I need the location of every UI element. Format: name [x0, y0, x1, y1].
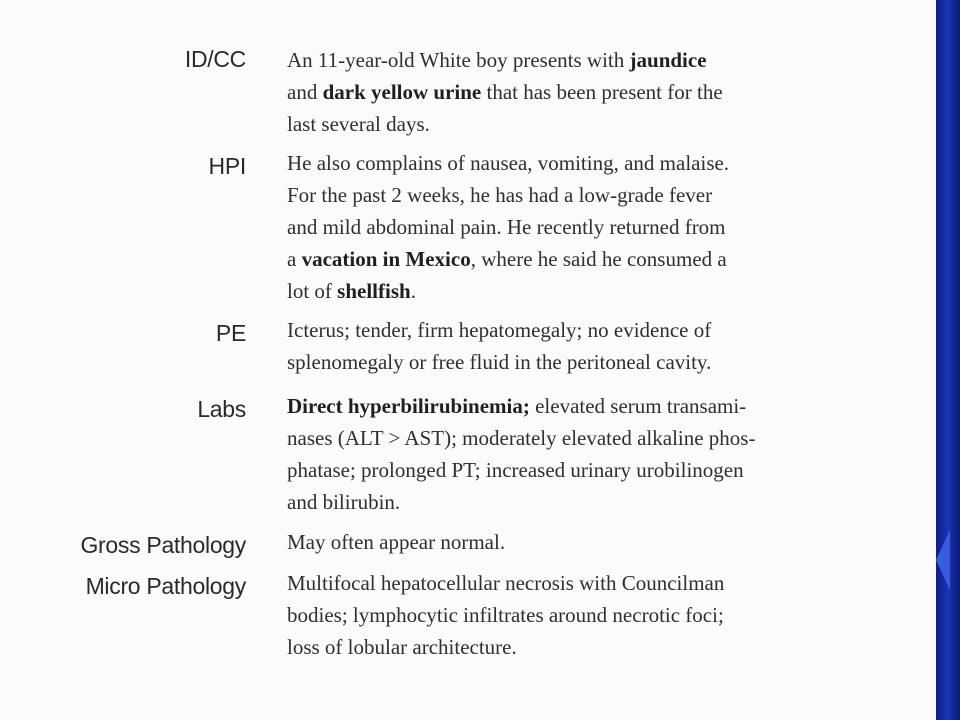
slide-edge-bar: [936, 0, 960, 720]
labs-line-3: phatase; prolonged PT; increased urinary urobilinogen: [287, 458, 744, 482]
label-pe: PE: [215, 320, 246, 346]
label-gross-pathology: Gross Pathology: [80, 532, 246, 558]
id-cc-line-3: last several days.: [287, 112, 430, 136]
gross-line-1: May often appear normal.: [287, 530, 506, 554]
micro-line-2: bodies; lymphocytic infiltrates around necrotic foci;: [287, 603, 724, 627]
edge-notch-decoration: [936, 530, 950, 590]
labs-line-4: and bilirubin.: [287, 490, 401, 514]
hpi-line-2: For the past 2 weeks, he has had a low-grade fever: [287, 183, 713, 207]
hpi-line-4: a vacation in Mexico, where he said he consumed a: [287, 247, 727, 271]
text-micro-pathology: [287, 567, 927, 663]
text-pe: [287, 314, 927, 378]
pe-line-1: Icterus; tender, firm hepatomegaly; no evidence of: [287, 318, 712, 342]
label-micro-pathology: Micro Pathology: [85, 573, 246, 599]
text-labs: [287, 390, 927, 518]
hpi-line-1: He also complains of nausea, vomiting, and malaise.: [287, 151, 730, 175]
text-gross-pathology: [287, 526, 927, 558]
labs-line-2: nases (ALT > AST); moderately elevated alkaline phos-: [287, 426, 756, 450]
label-hpi: HPI: [208, 153, 246, 179]
text-hpi: [287, 147, 927, 307]
labs-line-1: Direct hyperbilirubinemia; elevated serum transami-: [287, 394, 747, 418]
id-cc-line-1: An 11-year-old White boy presents with jaundice: [287, 48, 707, 72]
hpi-line-5: lot of shellfish.: [287, 279, 416, 303]
label-id-cc: ID/CC: [184, 46, 246, 72]
id-cc-line-2: and dark yellow urine that has been present for the: [287, 80, 723, 104]
hpi-line-3: and mild abdominal pain. He recently returned from: [287, 215, 726, 239]
label-labs: Labs: [197, 396, 246, 422]
micro-line-3: loss of lobular architecture.: [287, 635, 517, 659]
text-id-cc: [287, 44, 927, 140]
micro-line-1: Multifocal hepatocellular necrosis with Councilman: [287, 571, 725, 595]
pe-line-2: splenomegaly or free fluid in the peritoneal cavity.: [287, 350, 712, 374]
